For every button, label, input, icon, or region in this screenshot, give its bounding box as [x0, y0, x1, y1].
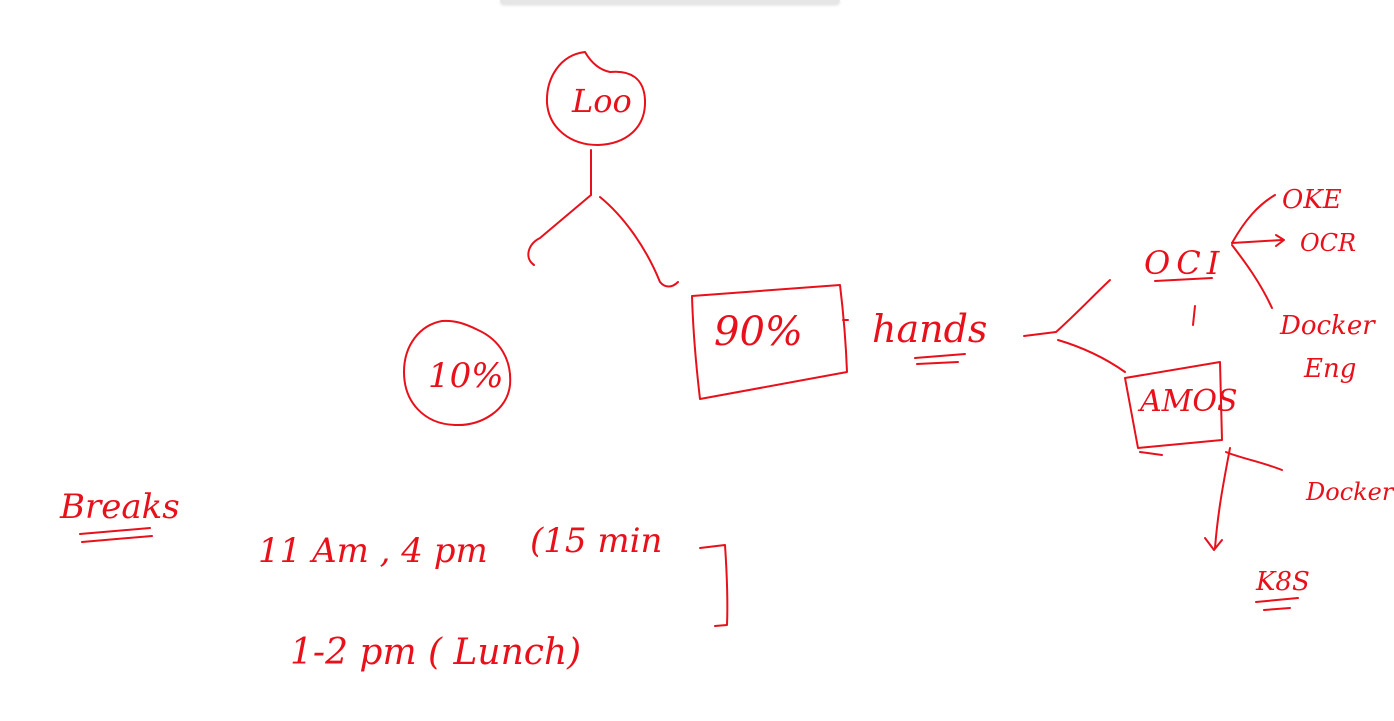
oci-fan-bottom — [1232, 245, 1272, 308]
amos-down-arrow — [1205, 448, 1230, 550]
k8s-label: K8S — [1256, 567, 1310, 597]
amos-right-branch — [1226, 452, 1282, 470]
amos-label: AMOS — [1140, 384, 1238, 419]
ocr-label: OCR — [1300, 229, 1357, 257]
breaks-underline — [80, 528, 152, 542]
docker-label: Docker — [1280, 311, 1375, 341]
oci-fan-mid — [1232, 235, 1284, 246]
oke-label: OKE — [1282, 185, 1342, 215]
eng-label: Eng — [1304, 354, 1357, 384]
oci-fan-top — [1232, 195, 1275, 243]
left-share-label: 10% — [428, 356, 504, 396]
break-duration-label: (15 min — [530, 521, 663, 561]
fork-lower — [1058, 340, 1125, 372]
breaks-label: Breaks — [60, 487, 180, 527]
root-label: Loo — [572, 82, 632, 120]
break-times-label: 11 Am , 4 pm — [258, 531, 488, 571]
right-share-label: 90% — [714, 309, 803, 355]
left-branch — [528, 195, 591, 265]
amos-docker-label: Docker — [1306, 478, 1394, 506]
break-bracket — [700, 545, 727, 626]
hands-underline — [915, 354, 965, 364]
oci-stub — [1193, 306, 1195, 325]
lunch-label: 1-2 pm ( Lunch) — [290, 632, 582, 673]
oci-label: OCI — [1144, 244, 1226, 282]
right-branch — [600, 197, 678, 287]
fork-stem — [1024, 332, 1056, 336]
hands-label: hands — [872, 307, 988, 351]
k8s-underline — [1256, 598, 1298, 610]
fork-upper — [1056, 280, 1110, 332]
